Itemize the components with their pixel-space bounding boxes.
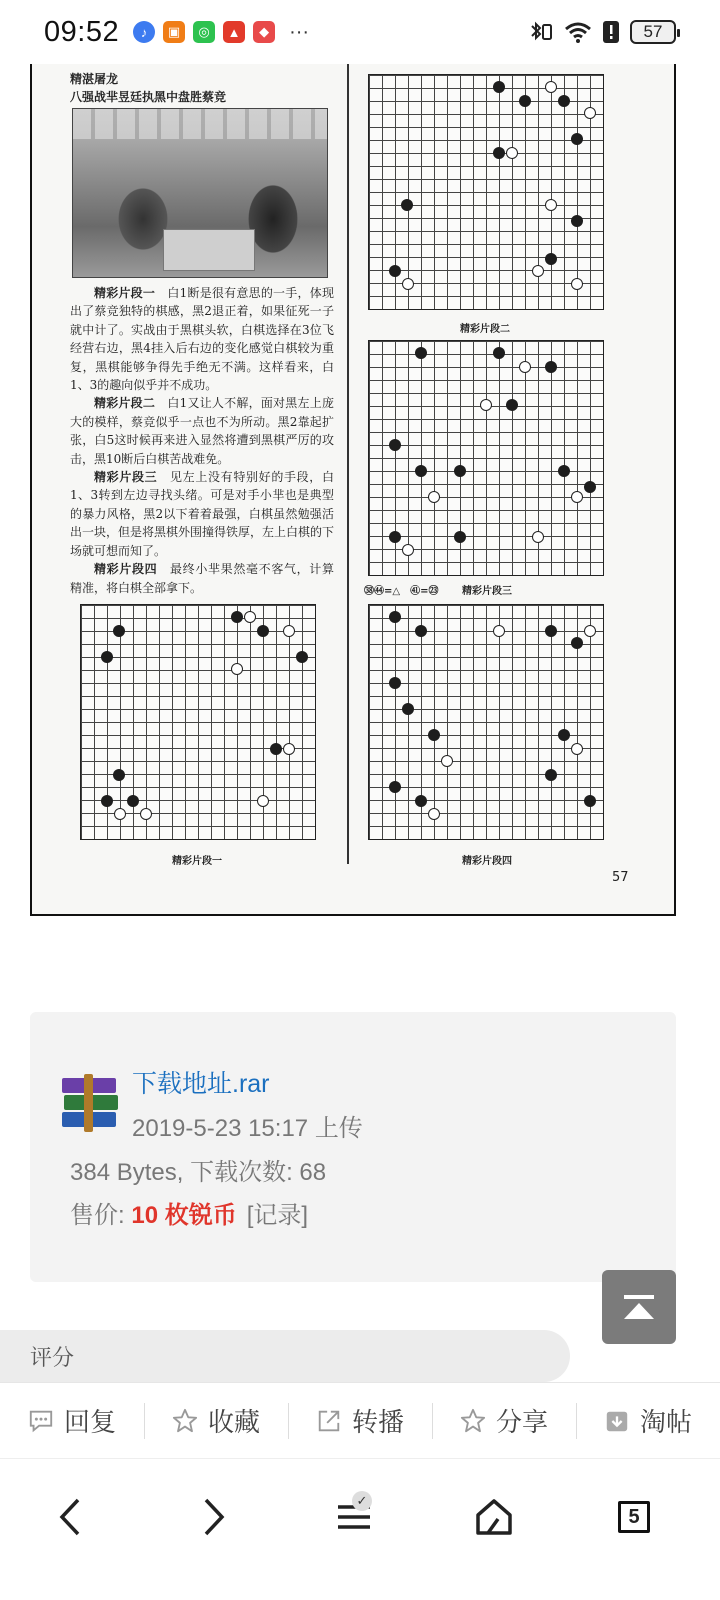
black-stone bbox=[389, 677, 401, 689]
white-stone bbox=[428, 491, 440, 503]
status-time: 09:52 bbox=[44, 15, 120, 48]
comment-icon bbox=[28, 1408, 54, 1434]
paragraph-text: 最终小芈果然毫不客气，计算精准，将白棋全部拿下。 bbox=[70, 562, 334, 595]
black-stone bbox=[389, 781, 401, 793]
board-3-note: ㊳㊹=△ ㊶=㉓ bbox=[364, 586, 439, 597]
board-label-4: 精彩片段四 bbox=[462, 856, 512, 867]
menu-check-icon: ✓ bbox=[352, 1491, 372, 1511]
home-button[interactable] bbox=[464, 1487, 524, 1547]
browser-nav-bar bbox=[0, 1458, 720, 1600]
paragraph-text: 白1又让人不解，面对黑左上庞大的模样，蔡竞似乎一点也不为所动。黑2靠起扩张，白5这时候再来进入显然将遭到黑棋严厉的攻击，黑10断后白棋苦战难免。 bbox=[70, 396, 334, 466]
rating-label: 评分 bbox=[30, 1344, 75, 1370]
black-stone bbox=[415, 795, 427, 807]
scan-paragraph bbox=[70, 560, 334, 597]
white-stone bbox=[441, 755, 453, 767]
black-stone bbox=[296, 651, 308, 663]
white-stone bbox=[571, 278, 583, 290]
collect-button[interactable] bbox=[576, 1383, 720, 1458]
action-toolbar bbox=[0, 1382, 720, 1458]
white-stone bbox=[545, 199, 557, 211]
reply-label: 回复 bbox=[63, 1407, 116, 1437]
shop-icon: ▣ bbox=[163, 21, 185, 43]
paragraph-text: 见左上没有特别好的手段，白1、3转到左边寻找头绪。可是对手小芈也是典型的暴力风格，黑2以下着着最强，白棋虽然勉强活出一块，但是将黑棋外围撞得铁厚，左上白棋的下场就可想而知了。 bbox=[70, 470, 335, 558]
black-stone bbox=[415, 625, 427, 637]
status-right bbox=[528, 20, 676, 44]
black-stone bbox=[389, 611, 401, 623]
black-stone bbox=[113, 769, 125, 781]
scan-article-text bbox=[70, 284, 334, 597]
black-stone bbox=[454, 465, 466, 477]
upload-time: 2019-5-23 15:17 上传 bbox=[132, 1115, 363, 1142]
notification-icons bbox=[133, 21, 309, 44]
gift-icon: ▲ bbox=[223, 21, 245, 43]
black-stone bbox=[571, 133, 583, 145]
black-stone bbox=[571, 215, 583, 227]
white-stone bbox=[493, 625, 505, 637]
white-stone bbox=[402, 544, 414, 556]
paragraph-label: 精彩片段一 bbox=[94, 286, 156, 300]
white-stone bbox=[584, 625, 596, 637]
menu-button[interactable] bbox=[324, 1487, 384, 1547]
board-label-2: 精彩片段二 bbox=[460, 324, 510, 335]
scan-paragraph bbox=[70, 284, 334, 394]
white-stone bbox=[545, 81, 557, 93]
alert-icon bbox=[602, 20, 620, 44]
white-stone bbox=[480, 399, 492, 411]
black-stone bbox=[584, 481, 596, 493]
black-stone bbox=[101, 795, 113, 807]
go-board-4 bbox=[368, 604, 604, 840]
page-number: 57 bbox=[612, 870, 629, 885]
scan-paragraph bbox=[70, 468, 334, 560]
black-stone bbox=[584, 795, 596, 807]
download-link[interactable]: 下载地址.rar bbox=[132, 1070, 270, 1098]
file-meta: 384 Bytes, 下载次数: 68 bbox=[70, 1159, 327, 1186]
star-icon bbox=[172, 1408, 198, 1434]
share-button[interactable] bbox=[432, 1383, 576, 1458]
black-stone bbox=[231, 611, 243, 623]
forward-button[interactable] bbox=[184, 1487, 244, 1547]
white-stone bbox=[519, 361, 531, 373]
scan-paragraph bbox=[70, 394, 334, 468]
battery-indicator: 57 bbox=[630, 20, 676, 44]
black-stone bbox=[415, 465, 427, 477]
scanned-book-page bbox=[30, 64, 676, 916]
rar-strap bbox=[84, 1074, 93, 1132]
app-icon: ◆ bbox=[253, 21, 275, 43]
white-stone bbox=[283, 625, 295, 637]
black-stone bbox=[428, 729, 440, 741]
white-stone bbox=[532, 531, 544, 543]
black-stone bbox=[127, 795, 139, 807]
scan-section-title: 精湛屠龙 bbox=[70, 72, 119, 86]
board-label-1: 精彩片段一 bbox=[172, 856, 222, 867]
black-stone bbox=[402, 703, 414, 715]
share-label: 分享 bbox=[495, 1407, 548, 1437]
black-stone bbox=[415, 347, 427, 359]
black-stone bbox=[571, 637, 583, 649]
star-outline-icon bbox=[460, 1408, 486, 1434]
collect-label: 淘帖 bbox=[639, 1407, 692, 1437]
scan-article-title: 八强战芈昱廷执黑中盘胜蔡竞 bbox=[70, 90, 227, 104]
paragraph-label: 精彩片段二 bbox=[94, 396, 156, 411]
black-stone bbox=[493, 147, 505, 159]
white-stone bbox=[244, 611, 256, 623]
white-stone bbox=[402, 278, 414, 290]
black-stone bbox=[519, 95, 531, 107]
white-stone bbox=[114, 808, 126, 820]
black-stone bbox=[545, 769, 557, 781]
white-stone bbox=[571, 491, 583, 503]
wechat-icon: ◎ bbox=[193, 21, 215, 43]
status-bar bbox=[0, 0, 720, 64]
chevron-left-icon bbox=[56, 1497, 84, 1537]
back-button[interactable] bbox=[40, 1487, 100, 1547]
board-label-3: 精彩片段三 bbox=[462, 586, 512, 597]
wifi-icon bbox=[564, 21, 592, 43]
column-divider bbox=[347, 64, 349, 864]
black-stone bbox=[454, 531, 466, 543]
winrar-icon bbox=[60, 1074, 122, 1132]
reply-button[interactable] bbox=[0, 1383, 144, 1458]
scan-left-column bbox=[32, 64, 347, 914]
black-stone bbox=[493, 347, 505, 359]
white-stone bbox=[283, 743, 295, 755]
paragraph-label: 精彩片段四 bbox=[94, 562, 158, 577]
chevron-right-icon bbox=[200, 1497, 228, 1537]
arrow-up-icon bbox=[624, 1303, 654, 1319]
black-stone bbox=[389, 439, 401, 451]
price-amount: 10 枚锐币 bbox=[131, 1202, 237, 1229]
black-stone bbox=[558, 465, 570, 477]
scroll-to-top-button[interactable] bbox=[602, 1270, 676, 1344]
bluetooth-vibrate-icon bbox=[528, 20, 554, 44]
record-link[interactable]: [记录] bbox=[246, 1202, 309, 1229]
share-square-icon bbox=[316, 1408, 342, 1434]
tab-count: 5 bbox=[618, 1501, 650, 1533]
white-stone bbox=[584, 107, 596, 119]
more-notifications-icon: ··· bbox=[289, 20, 310, 43]
tabs-button[interactable] bbox=[604, 1487, 664, 1547]
price-label: 售价: bbox=[70, 1202, 132, 1229]
scroll-top-bar bbox=[624, 1295, 654, 1299]
black-stone bbox=[545, 253, 557, 265]
black-stone bbox=[257, 625, 269, 637]
match-photo bbox=[72, 108, 328, 278]
paragraph-text: 白1断是很有意思的一手，体现出了蔡竞独特的棋感，黑2退正着，如果征死一子就中计了。实战由于黑棋头软，白棋选择在3位飞经营右边，黑4挂入后右边的变化感觉白棋较为重复，黑棋能够争得先手绝无不满。这样看来，白1、3的趣向似乎并不成功。 bbox=[70, 286, 334, 393]
attachment-card bbox=[30, 1012, 676, 1282]
black-stone bbox=[389, 265, 401, 277]
go-board-1 bbox=[80, 604, 316, 840]
go-board-2 bbox=[368, 74, 604, 310]
black-stone bbox=[389, 531, 401, 543]
white-stone bbox=[257, 795, 269, 807]
black-stone bbox=[101, 651, 113, 663]
music-icon: ♪ bbox=[133, 21, 155, 43]
repost-label: 转播 bbox=[351, 1407, 404, 1437]
favorite-button[interactable] bbox=[144, 1383, 288, 1458]
white-stone bbox=[140, 808, 152, 820]
white-stone bbox=[532, 265, 544, 277]
black-stone bbox=[270, 743, 282, 755]
rating-section[interactable] bbox=[0, 1330, 570, 1382]
black-stone bbox=[506, 399, 518, 411]
price-line bbox=[70, 1195, 308, 1230]
archive-icon bbox=[604, 1408, 630, 1434]
white-stone bbox=[571, 743, 583, 755]
black-stone bbox=[558, 95, 570, 107]
paragraph-label: 精彩片段三 bbox=[94, 470, 158, 485]
white-stone bbox=[506, 147, 518, 159]
go-board-3 bbox=[368, 340, 604, 576]
black-stone bbox=[545, 625, 557, 637]
home-icon bbox=[474, 1497, 514, 1537]
white-stone bbox=[231, 663, 243, 675]
black-stone bbox=[558, 729, 570, 741]
black-stone bbox=[113, 625, 125, 637]
black-stone bbox=[493, 81, 505, 93]
favorite-label: 收藏 bbox=[207, 1407, 260, 1437]
black-stone bbox=[545, 361, 557, 373]
repost-button[interactable] bbox=[288, 1383, 432, 1458]
white-stone bbox=[428, 808, 440, 820]
black-stone bbox=[401, 199, 413, 211]
